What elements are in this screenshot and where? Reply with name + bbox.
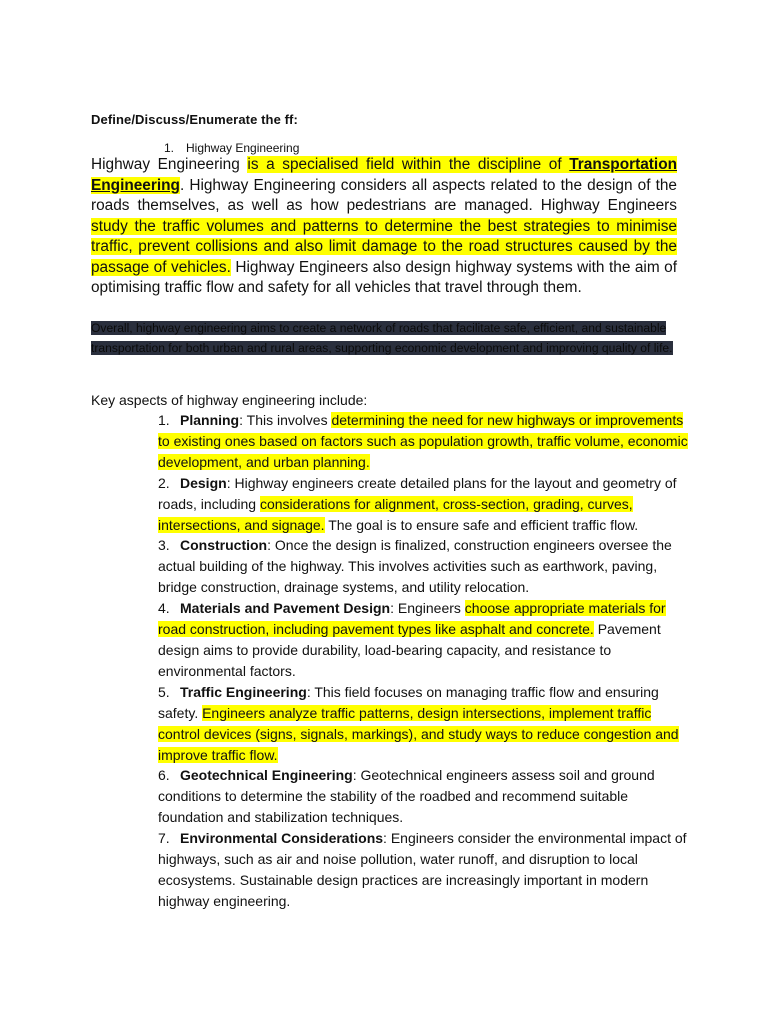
item-number: 6. — [158, 767, 170, 784]
subheading-label: Highway Engineering — [186, 141, 300, 155]
list-item — [158, 828, 688, 912]
item-number: 5. — [158, 683, 170, 700]
intro-highlight-1: is a specialised field within the discipline of — [247, 156, 570, 173]
item-text: : This involves — [239, 412, 332, 428]
item-title: Construction — [180, 537, 268, 554]
key-aspects-intro: Key aspects of highway engineering include: — [91, 392, 368, 408]
item-highlight: determining the need for new highways or improvements to existing ones based on factors such as population growth, traffic volume, economic development, and urban planning. — [158, 412, 688, 470]
list-item — [158, 765, 688, 828]
overall-paragraph — [91, 319, 686, 358]
intro-text-3: Highway Engineers also design highway systems with the aim of optimising traffic flow and safety for all vehicles that travel through them. — [91, 258, 677, 296]
page-heading: Define/Discuss/Enumerate the ff: — [91, 112, 298, 127]
list-item — [158, 598, 688, 682]
intro-highlight-term: Transportation Engineering — [91, 156, 677, 194]
item-text: : This field focuses on managing traffic flow and ensuring safety. — [158, 683, 659, 721]
intro-highlight-2: study the traffic volumes and patterns to determine the best strategies to minimise traffic, prevent collisions and also limit damage to the road structures caused by the passage of vehicles. — [91, 217, 677, 276]
item-title: Environmental Considerations — [180, 830, 384, 847]
item-highlight: choose appropriate materials for road construction, including pavement types like asphalt and concrete. — [158, 600, 666, 638]
numbered-subheading — [164, 141, 299, 155]
item-title: Planning — [180, 412, 240, 428]
item-text-after: Pavement design aims to provide durability, load-bearing capacity, and resistance to environmental factors. — [158, 621, 661, 679]
intro-paragraph — [91, 155, 677, 299]
list-item — [158, 535, 688, 598]
list-item — [158, 473, 688, 536]
list-item — [158, 410, 688, 473]
item-text: : Engineers consider the environmental impact of highways, such as air and noise pollution, water runoff, and disruption to local ecosystems. Sustainable design practices are increasingly important in modern highway engineering. — [158, 830, 687, 909]
item-text: : Engineers — [390, 600, 465, 617]
list-item — [158, 682, 688, 766]
item-title: Design — [180, 474, 227, 491]
item-number: 7. — [158, 830, 170, 847]
item-highlight: Engineers analyze traffic patterns, design intersections, implement traffic control devices (signs, signals, markings), and study ways to reduce congestion and improve traffic flow. — [158, 704, 679, 763]
overall-highlighted-text: Overall, highway engineering aims to create a network of roads that facilitate safe, efficient, and sustainable transportation for both urban and rural areas, supporting economic development and improving quality of life. — [91, 321, 673, 355]
item-number: 1. — [158, 412, 170, 428]
item-text: : Highway engineers create detailed plans for the layout and geometry of roads, including — [158, 474, 677, 512]
item-title: Materials and Pavement Design — [180, 600, 391, 617]
item-number: 3. — [158, 537, 170, 554]
item-title: Traffic Engineering — [180, 683, 307, 700]
item-text: : Geotechnical engineers assess soil and ground conditions to determine the stability of the roadbed and recommend suitable foundation and stabilization techniques. — [158, 767, 655, 826]
item-text-after: The goal is to ensure safe and efficient traffic flow. — [324, 516, 639, 533]
item-highlight: considerations for alignment, cross-section, grading, curves, intersections, and signage. — [158, 495, 633, 533]
key-aspects-list — [158, 410, 688, 912]
item-number: 4. — [158, 600, 170, 617]
intro-text-2: . Highway Engineering considers all aspects related to the design of the roads themselves, as well as how pedestrians are managed. Highway Engineers — [91, 176, 677, 214]
item-number: 2. — [158, 474, 170, 491]
subheading-number: 1. — [164, 141, 175, 155]
intro-text-1: Highway Engineering — [91, 156, 248, 173]
item-title: Geotechnical Engineering — [180, 767, 353, 784]
item-text: : Once the design is finalized, construction engineers oversee the actual building of the highway. This involves activities such as earthwork, paving, bridge construction, drainage systems, and utility relocation. — [158, 537, 672, 596]
